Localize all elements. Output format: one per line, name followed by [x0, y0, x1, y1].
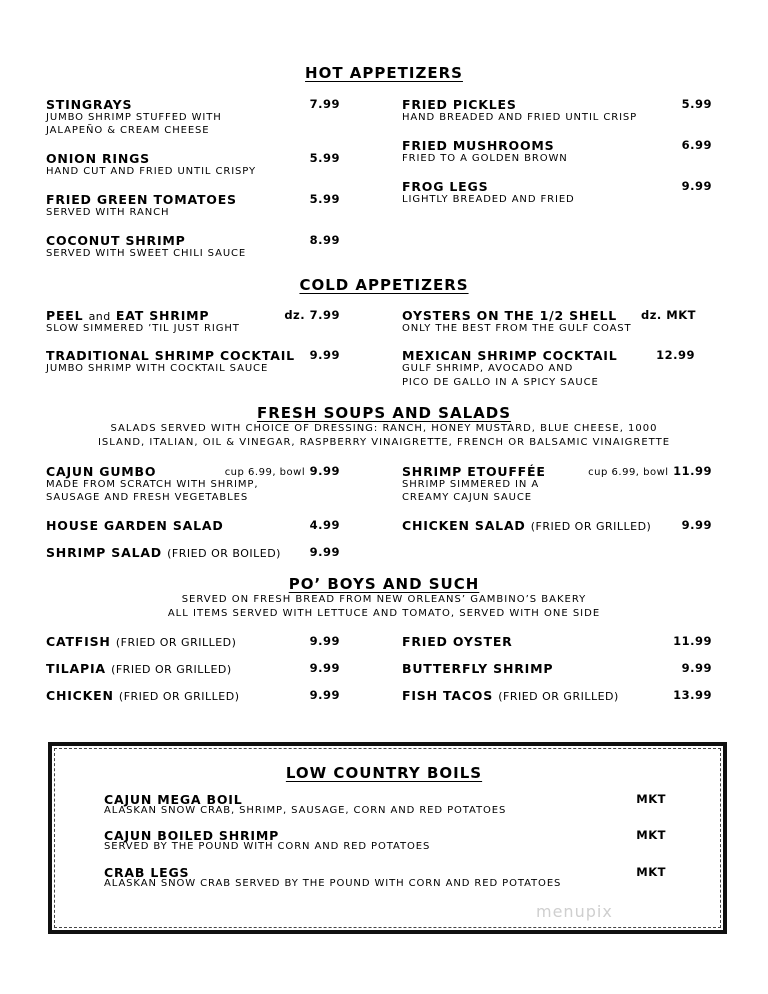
menu-item-price: 9.99 [681, 661, 712, 675]
menu-item-price: 9.99 [309, 348, 340, 362]
menu-item-desc: SLOW SIMMERED ’TIL JUST RIGHT [46, 323, 240, 334]
menu-item-name: CHICKEN (FRIED OR GRILLED) [46, 688, 240, 703]
menu-item-desc: SERVED WITH RANCH [46, 207, 170, 218]
menu-item-desc: JUMBO SHRIMP STUFFED WITH [46, 112, 222, 123]
menu-item-desc: SHRIMP SIMMERED IN A [402, 479, 540, 490]
menu-item-name: FRIED GREEN TOMATOES [46, 192, 237, 207]
menu-item-price: MKT [636, 792, 666, 806]
menu-item-name: FISH TACOS (FRIED OR GRILLED) [402, 688, 619, 703]
menu-item-name: OYSTERS ON THE 1/2 SHELL [402, 308, 618, 323]
menu-item-price: 7.99 [309, 97, 340, 111]
menu-item-name: ONION RINGS [46, 151, 150, 166]
menu-item-name: TILAPIA (FRIED OR GRILLED) [46, 661, 232, 676]
menu-item-price: MKT [636, 865, 666, 879]
menu-item-price: 12.99 [656, 348, 695, 362]
menu-item-price: 8.99 [309, 233, 340, 247]
menu-item-desc: JALAPEÑO & CREAM CHEESE [46, 125, 210, 136]
menu-item-price: MKT [636, 828, 666, 842]
menu-item-name: PEEL and EAT SHRIMP [46, 308, 210, 323]
menu-item-desc: JUMBO SHRIMP WITH COCKTAIL SAUCE [46, 363, 269, 374]
menu-item-desc: SERVED WITH SWEET CHILI SAUCE [46, 248, 247, 259]
menu-item-price: 9.99 [309, 661, 340, 675]
menu-item-name: COCONUT SHRIMP [46, 233, 186, 248]
menu-item-name: CAJUN BOILED SHRIMP [104, 828, 280, 843]
menu-item-price: cup 6.99, bowl 9.99 [224, 464, 340, 478]
menu-item-desc: PICO DE GALLO IN A SPICY SAUCE [402, 377, 599, 388]
menu-item-name: BUTTERFLY SHRIMP [402, 661, 554, 676]
menu-item-price: 9.99 [309, 545, 340, 559]
cold-appetizers-title: COLD APPETIZERS [299, 276, 469, 294]
menu-item-price: 6.99 [681, 138, 712, 152]
menu-item-price: 9.99 [681, 518, 712, 532]
menu-item-price: 5.99 [309, 151, 340, 165]
menu-item-price: 5.99 [309, 192, 340, 206]
dressing-note: SALADS SERVED WITH CHOICE OF DRESSING: RANCH, HONEY MUSTARD, BLUE CHEESE, 1000 [110, 423, 658, 434]
menu-item-name: CRAB LEGS [104, 865, 190, 880]
poboys-title: PO’ BOYS AND SUCH [288, 575, 480, 593]
soups-salads-title: FRESH SOUPS AND SALADS [256, 404, 512, 422]
menu-item-name: HOUSE GARDEN SALAD [46, 518, 224, 533]
menu-item-price: 11.99 [673, 634, 712, 648]
boils-title: LOW COUNTRY BOILS [285, 764, 483, 782]
menu-item-name: SHRIMP ETOUFFÉE [402, 464, 546, 479]
menu-item-desc: LIGHTLY BREADED AND FRIED [402, 194, 575, 205]
menu-item-name: MEXICAN SHRIMP COCKTAIL [402, 348, 618, 363]
menu-item-desc: CREAMY CAJUN SAUCE [402, 492, 532, 503]
menu-item-desc: SERVED BY THE POUND WITH CORN AND RED POTATOES [104, 841, 431, 852]
menu-item-price: 4.99 [309, 518, 340, 532]
menu-item-price: 5.99 [681, 97, 712, 111]
menu-item-desc: MADE FROM SCRATCH WITH SHRIMP, [46, 479, 259, 490]
menu-item-name: FRIED OYSTER [402, 634, 513, 649]
menu-item-price: 13.99 [673, 688, 712, 702]
hot-appetizers-title: HOT APPETIZERS [305, 64, 463, 82]
menu-item-price: 9.99 [309, 634, 340, 648]
poboys-note: SERVED ON FRESH BREAD FROM NEW ORLEANS’ GAMBINO’S BAKERY [181, 594, 587, 605]
menu-item-name: TRADITIONAL SHRIMP COCKTAIL [46, 348, 295, 363]
menu-item-name: CAJUN MEGA BOIL [104, 792, 243, 807]
menu-item-desc: FRIED TO A GOLDEN BROWN [402, 153, 568, 164]
menu-item-name: SHRIMP SALAD (FRIED OR BOILED) [46, 545, 281, 560]
menu-item-name: CATFISH (FRIED OR GRILLED) [46, 634, 237, 649]
menu-item-name: CHICKEN SALAD (FRIED OR GRILLED) [402, 518, 652, 533]
menu-item-desc: HAND CUT AND FRIED UNTIL CRISPY [46, 166, 257, 177]
menu-item-price: 9.99 [681, 179, 712, 193]
menu-item-desc: ONLY THE BEST FROM THE GULF COAST [402, 323, 632, 334]
menu-item-desc: SAUSAGE AND FRESH VEGETABLES [46, 492, 249, 503]
menu-item-name: CAJUN GUMBO [46, 464, 157, 479]
menu-item-name: FRIED PICKLES [402, 97, 517, 112]
menu-item-price: 9.99 [309, 688, 340, 702]
menu-item-desc: GULF SHRIMP, AVOCADO AND [402, 363, 574, 374]
dressing-note: ISLAND, ITALIAN, OIL & VINEGAR, RASPBERRY VINAIGRETTE, FRENCH OR BALSAMIC VINAIGRETTE [97, 437, 671, 448]
menu-item-name: FRIED MUSHROOMS [402, 138, 555, 153]
watermark: menupix [536, 902, 613, 921]
menu-item-desc: HAND BREADED AND FRIED UNTIL CRISP [402, 112, 638, 123]
menu-item-desc: ALASKAN SNOW CRAB, SHRIMP, SAUSAGE, CORN AND RED POTATOES [104, 805, 507, 816]
menu-item-price: dz. MKT [641, 308, 696, 322]
menu-item-name: STINGRAYS [46, 97, 133, 112]
menu-item-price: cup 6.99, bowl 11.99 [588, 464, 712, 478]
poboys-note: ALL ITEMS SERVED WITH LETTUCE AND TOMATO, SERVED WITH ONE SIDE [167, 608, 601, 619]
menu-item-desc: ALASKAN SNOW CRAB SERVED BY THE POUND WITH CORN AND RED POTATOES [104, 878, 562, 889]
menu-item-name: FROG LEGS [402, 179, 489, 194]
menu-item-price: dz. 7.99 [284, 308, 340, 322]
